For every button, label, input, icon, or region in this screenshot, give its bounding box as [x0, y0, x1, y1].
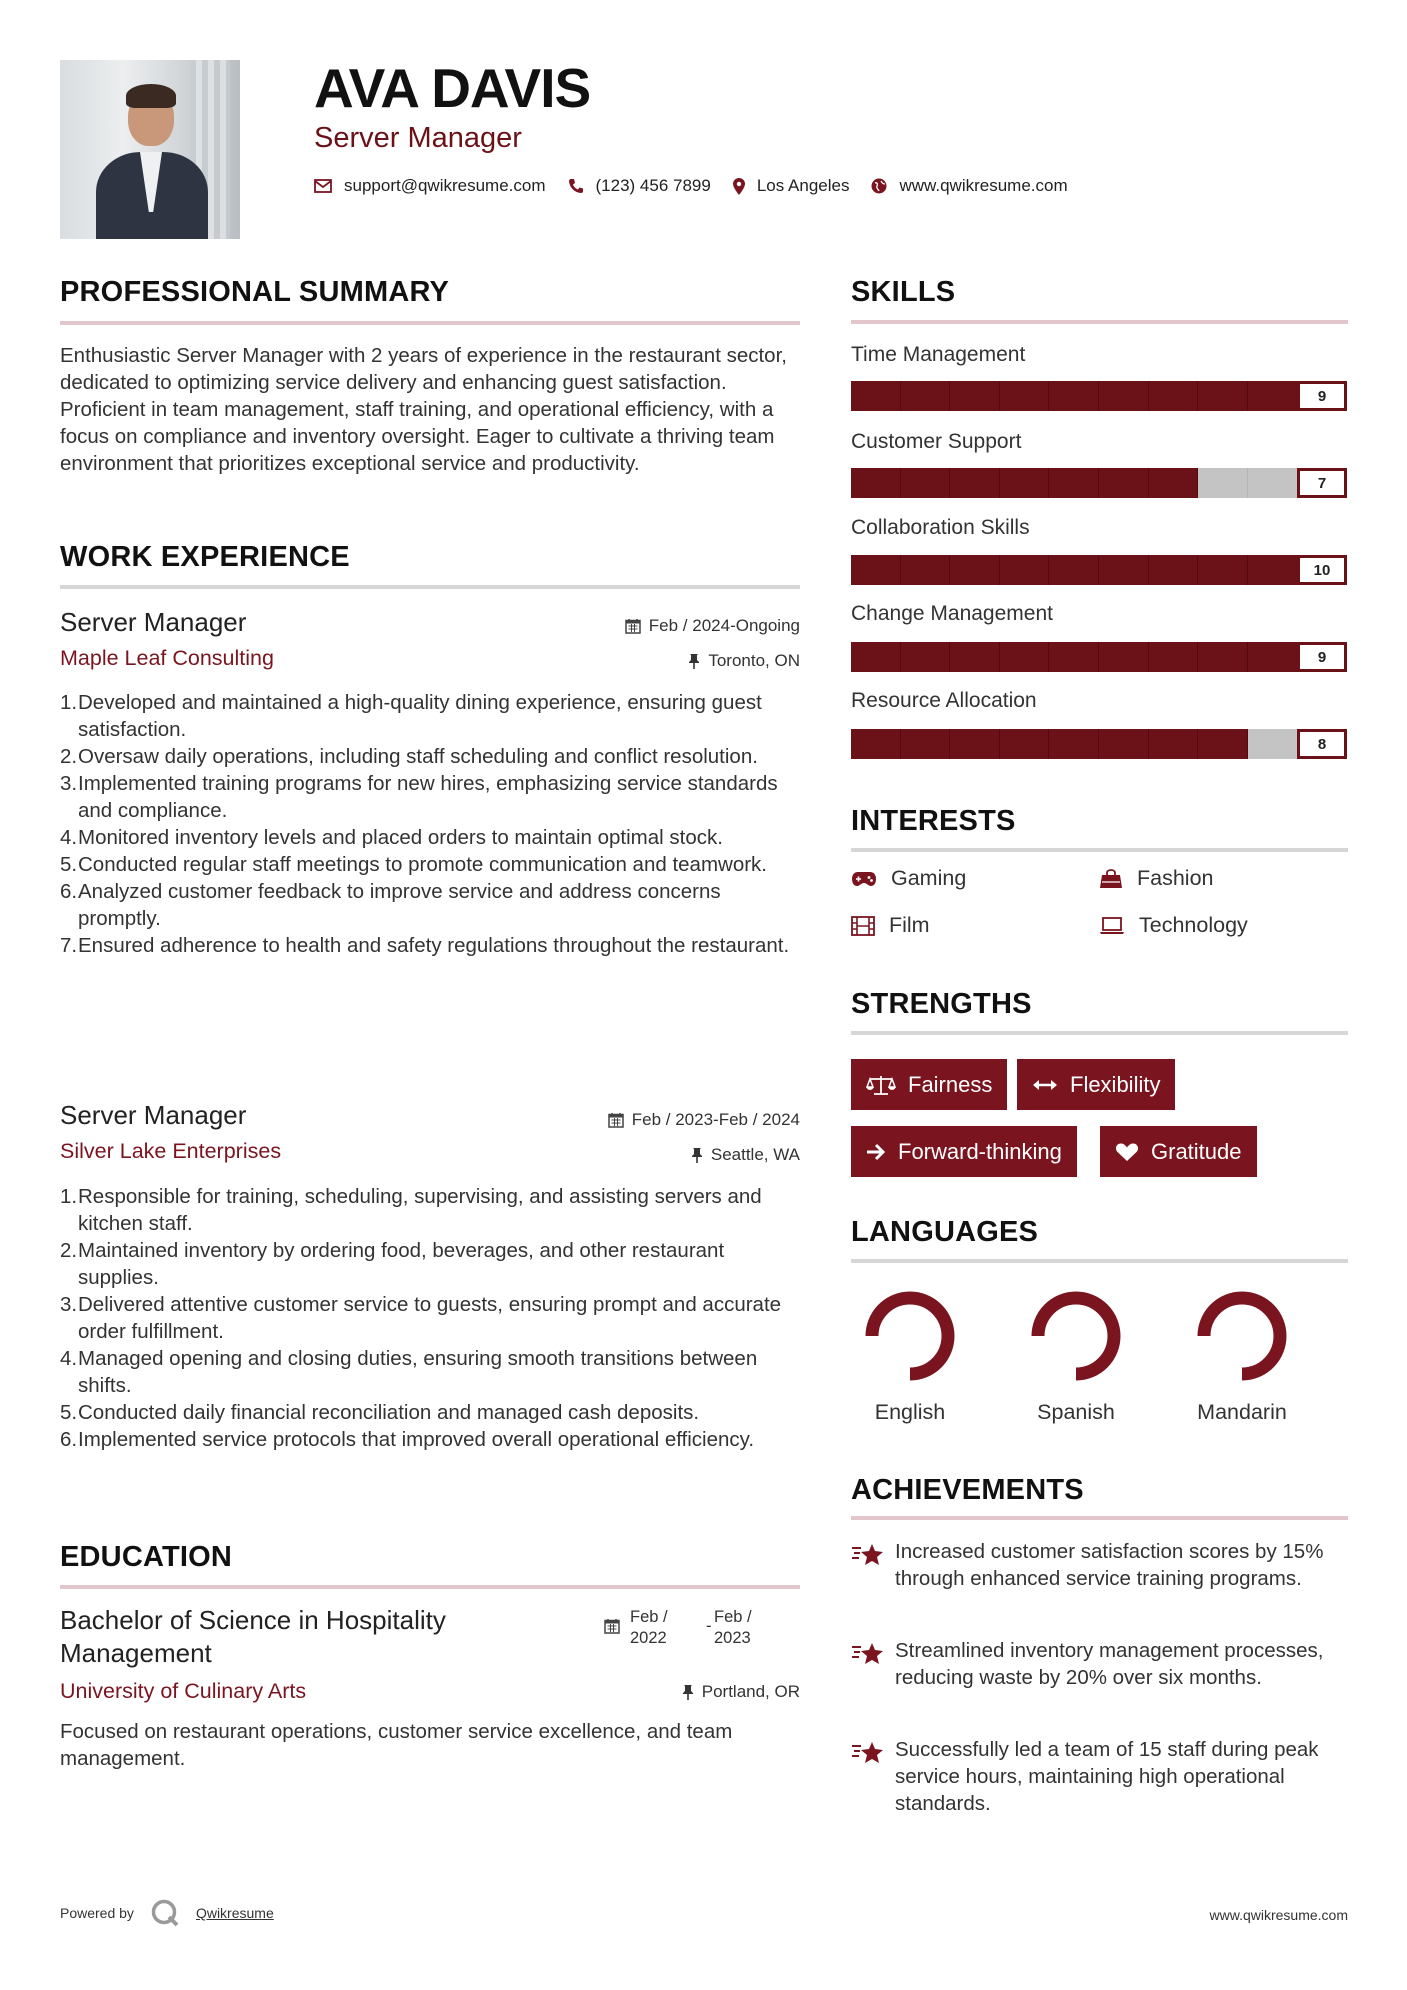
- skill-bar: [851, 729, 1347, 759]
- globe-icon: [871, 178, 887, 194]
- skill-bar-segment: [950, 381, 1000, 411]
- edu-date-dash: -: [706, 1617, 712, 1635]
- contact-bar: [314, 176, 1090, 196]
- language-name: English: [874, 1400, 946, 1424]
- skill-bar-segment: [1049, 468, 1099, 498]
- arrows-horizontal-icon: [1032, 1078, 1058, 1092]
- language-item: [1177, 1288, 1307, 1425]
- skill-bar-segment: [901, 468, 951, 498]
- contact-email[interactable]: [314, 176, 546, 196]
- interests-divider: [851, 848, 1348, 852]
- skill-name: Time Management: [851, 343, 1026, 366]
- summary-heading: PROFESSIONAL SUMMARY: [60, 276, 450, 308]
- profile-photo: [60, 60, 240, 239]
- skill-bar-segment: [1099, 642, 1149, 672]
- contact-website[interactable]: [871, 176, 1067, 196]
- balance-scale-icon: [866, 1074, 896, 1096]
- skill-name: Change Management: [851, 602, 1053, 625]
- strengths-heading: STRENGTHS: [851, 988, 1032, 1020]
- skill-bar-segment: [851, 555, 901, 585]
- list-item: 7. Ensured adherence to health and safety regulations throughout the restaurant.: [60, 934, 790, 957]
- edu-location: [682, 1682, 800, 1702]
- skill-bar-segment: [1099, 381, 1149, 411]
- language-item: [1011, 1288, 1141, 1425]
- skill-bar-segment: [950, 468, 1000, 498]
- skill-bar-segment: [851, 642, 901, 672]
- job-title: Server Manager: [60, 607, 247, 637]
- skill-bar-segment: [1198, 381, 1248, 411]
- skill-bar-segment: [1198, 468, 1248, 498]
- skill-level-badge: 8: [1297, 729, 1347, 759]
- experience-heading: WORK EXPERIENCE: [60, 541, 350, 573]
- contact-email-text: support@qwikresume.com: [344, 176, 546, 195]
- qwikresume-link[interactable]: Qwikresume: [195, 1905, 274, 1921]
- skill-bar-segment: [1248, 555, 1297, 585]
- skill-bar-segment: [1099, 468, 1149, 498]
- shooting-star-icon: [851, 1538, 895, 1592]
- skill-bar-segment: [1149, 642, 1199, 672]
- job-date-text: Feb / 2023-Feb / 2024: [631, 1110, 800, 1129]
- skill-bar: [851, 381, 1347, 411]
- skill-bar-segment: [1000, 642, 1050, 672]
- calendar-icon: [625, 618, 641, 634]
- skill-bar-segment: [1149, 555, 1199, 585]
- job-location: [688, 651, 800, 671]
- skill-name: Resource Allocation: [851, 689, 1037, 712]
- skill-bar-segment: [1248, 729, 1297, 759]
- skills-heading: SKILLS: [851, 276, 956, 308]
- list-item: 5. Conducted regular staff meetings to promote communication and teamwork.: [60, 853, 768, 876]
- skill-level-badge: 10: [1297, 555, 1347, 585]
- skill-bar-segment: [851, 729, 901, 759]
- language-item: [845, 1288, 975, 1425]
- interests-heading: INTERESTS: [851, 805, 1016, 837]
- list-item: 5. Conducted daily financial reconciliation and managed cash deposits.: [60, 1401, 700, 1424]
- calendar-icon: [608, 1112, 624, 1128]
- skill-bar-segment: [1198, 642, 1248, 672]
- job-company: Silver Lake Enterprises: [60, 1139, 282, 1163]
- skill-bar-segment: [1000, 381, 1050, 411]
- degree-title: Bachelor of Science in Hospitality Management: [60, 1605, 446, 1668]
- skill-bar-segment: [1198, 729, 1248, 759]
- candidate-role: Server Manager: [314, 122, 522, 154]
- arrow-right-icon: [866, 1143, 886, 1161]
- list-item: 4. Managed opening and closing duties, ensuring smooth transitions between shifts.: [60, 1347, 758, 1397]
- language-ring: [862, 1288, 958, 1384]
- skill-bar-segment: [851, 381, 901, 411]
- skill-bar-segment: [1198, 555, 1248, 585]
- language-ring: [1194, 1288, 1290, 1384]
- list-item: 1. Developed and maintained a high-quality dining experience, ensuring guest satisfaction.: [60, 691, 762, 741]
- job-bullets: [60, 1183, 800, 1453]
- achievements-heading: ACHIEVEMENTS: [851, 1474, 1084, 1506]
- map-pin-icon: [733, 178, 745, 195]
- skill-bar-segment: [1000, 729, 1050, 759]
- achievements-divider: [851, 1516, 1348, 1520]
- shooting-star-icon: [851, 1637, 895, 1691]
- school-name: University of Culinary Arts: [60, 1679, 307, 1703]
- summary-text: Enthusiastic Server Manager with 2 years of experience in the restaurant sector, dedicated to optimizing service delivery and enhancing guest satisfaction. Proficient in team management, staff training, and operational efficiency, with a focus on compliance and inventory oversight. Eager to cultivate a thriving team environment that prioritizes exceptional service and productivity.: [60, 344, 787, 475]
- contact-location: [733, 176, 850, 196]
- edu-description: Focused on restaurant operations, customer service excellence, and team management.: [60, 1720, 733, 1770]
- skill-bar-segment: [901, 729, 951, 759]
- candidate-name: AVA DAVIS: [314, 57, 591, 119]
- skill-bar-segment: [1248, 381, 1297, 411]
- contact-phone[interactable]: [568, 176, 711, 196]
- list-item: 6. Implemented service protocols that improved overall operational efficiency.: [60, 1428, 755, 1451]
- language-ring: [1028, 1288, 1124, 1384]
- skill-bar-segment: [950, 729, 1000, 759]
- edu-location-text: Portland, OR: [701, 1682, 800, 1701]
- list-item: 3. Delivered attentive customer service to guests, ensuring prompt and accurate order fulfillment.: [60, 1293, 782, 1343]
- skill-bar-segment: [1000, 468, 1050, 498]
- job-location-text: Seattle, WA: [710, 1145, 800, 1164]
- strength-tag: Forward-thinking: [851, 1126, 1077, 1177]
- language-proficiency-arc: [1038, 1298, 1114, 1374]
- interest-item: Gaming: [851, 866, 966, 891]
- skill-bar-segment: [1149, 468, 1199, 498]
- job-bullets: [60, 689, 800, 959]
- language-proficiency-arc: [1204, 1298, 1280, 1374]
- job-date-text: Feb / 2024-Ongoing: [648, 616, 800, 635]
- strength-tag: Flexibility: [1017, 1059, 1175, 1110]
- skill-bar: [851, 642, 1347, 672]
- strength-tag: Gratitude: [1100, 1126, 1257, 1177]
- strength-tag: Fairness: [851, 1059, 1007, 1110]
- list-item: 2. Maintained inventory by ordering food, beverages, and other restaurant supplies.: [60, 1239, 725, 1289]
- skill-bar-segment: [1000, 555, 1050, 585]
- shopping-bag-icon: [1099, 869, 1123, 889]
- education-divider: [60, 1585, 800, 1589]
- heart-icon: [1115, 1142, 1139, 1162]
- skill-bar-segment: [901, 381, 951, 411]
- contact-website-text: www.qwikresume.com: [899, 176, 1068, 195]
- language-proficiency-arc: [872, 1298, 948, 1374]
- footer-powered-by: Powered by Qwikresume: [60, 1898, 274, 1928]
- skill-bar-segment: [1049, 642, 1099, 672]
- skill-bar-segment: [1099, 555, 1149, 585]
- skill-bar-segment: [1248, 468, 1297, 498]
- strengths-divider: [851, 1031, 1348, 1035]
- pushpin-icon: [682, 1684, 694, 1700]
- qwikresume-logo-icon: [150, 1898, 180, 1928]
- gamepad-icon: [851, 871, 877, 887]
- skill-name: Collaboration Skills: [851, 516, 1030, 539]
- skill-bar-segment: [1049, 381, 1099, 411]
- skill-bar-segment: [1149, 729, 1199, 759]
- language-name: Mandarin: [1197, 1400, 1287, 1424]
- laptop-icon: [1099, 917, 1125, 935]
- envelope-icon: [314, 179, 332, 193]
- skill-bar-segment: [1099, 729, 1149, 759]
- skill-bar-segment: [901, 642, 951, 672]
- languages-divider: [851, 1259, 1348, 1263]
- job-company: Maple Leaf Consulting: [60, 646, 274, 670]
- achievement-item: Successfully led a team of 15 staff during peak service hours, maintaining high operational standards.: [851, 1736, 1351, 1817]
- skill-level-badge: 9: [1297, 381, 1347, 411]
- summary-divider: [60, 321, 800, 325]
- edu-end-date: Feb / 2023: [714, 1608, 752, 1647]
- pushpin-icon: [691, 1147, 703, 1163]
- skill-bar-segment: [950, 555, 1000, 585]
- contact-location-text: Los Angeles: [756, 176, 850, 195]
- experience-divider: [60, 585, 800, 589]
- language-name: Spanish: [1037, 1400, 1115, 1424]
- film-icon: [851, 916, 875, 936]
- skill-bar-segment: [1248, 642, 1297, 672]
- contact-phone-text: (123) 456 7899: [595, 176, 711, 195]
- skills-divider: [851, 320, 1348, 324]
- education-heading: EDUCATION: [60, 1541, 233, 1573]
- pushpin-icon: [688, 653, 700, 669]
- skill-bar: [851, 555, 1347, 585]
- phone-icon: [568, 178, 584, 194]
- skill-bar-segment: [950, 642, 1000, 672]
- achievement-item: Increased customer satisfaction scores by 15% through enhanced service training programs.: [851, 1538, 1351, 1592]
- skill-bar-segment: [1049, 555, 1099, 585]
- calendar-icon: [604, 1618, 620, 1639]
- skill-name: Customer Support: [851, 430, 1022, 453]
- interest-item: Fashion: [1099, 866, 1214, 891]
- job-location-text: Toronto, ON: [708, 651, 800, 670]
- interest-item: Technology: [1099, 913, 1248, 938]
- skill-bar: [851, 468, 1347, 498]
- list-item: 3. Implemented training programs for new hires, emphasizing service standards and compliance.: [60, 772, 778, 822]
- interest-item: Film: [851, 913, 930, 938]
- job-location: [691, 1145, 800, 1165]
- skill-bar-segment: [851, 468, 901, 498]
- skill-bar-segment: [1149, 381, 1199, 411]
- skill-level-badge: 9: [1297, 642, 1347, 672]
- edu-start-date: Feb / 2022: [630, 1608, 668, 1647]
- job-date: [625, 616, 800, 636]
- skill-level-badge: 7: [1297, 468, 1347, 498]
- shooting-star-icon: [851, 1736, 895, 1817]
- list-item: 4. Monitored inventory levels and placed orders to maintain optimal stock.: [60, 826, 723, 849]
- skill-bar-segment: [901, 555, 951, 585]
- list-item: 1. Responsible for training, scheduling, supervising, and assisting servers and kitchen staff.: [60, 1185, 762, 1235]
- list-item: 2. Oversaw daily operations, including staff scheduling and conflict resolution.: [60, 745, 758, 768]
- languages-heading: LANGUAGES: [851, 1216, 1039, 1248]
- footer-website[interactable]: www.qwikresume.com: [1209, 1907, 1348, 1923]
- skill-bar-segment: [1049, 729, 1099, 759]
- job-title: Server Manager: [60, 1100, 247, 1130]
- list-item: 6. Analyzed customer feedback to improve service and address concerns promptly.: [60, 880, 721, 930]
- job-date: [608, 1110, 800, 1130]
- achievement-item: Streamlined inventory management processes, reducing waste by 20% over six months.: [851, 1637, 1351, 1691]
